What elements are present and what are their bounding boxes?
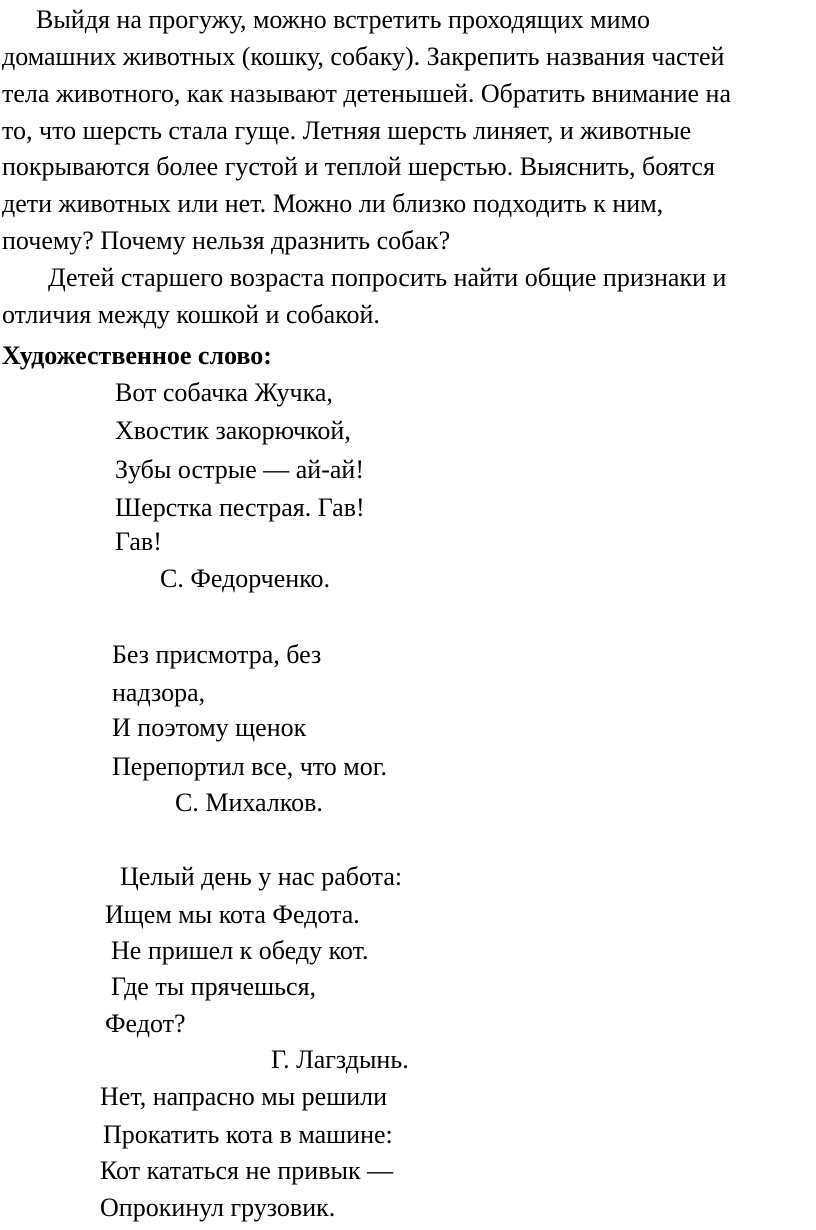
paragraph1-line: покрываются более густой и теплой шерстью. Выяснить, боятся [2, 152, 715, 181]
poem2-line: надзора, [112, 678, 206, 707]
poem1-line: Хвостик закорючкой, [115, 416, 351, 445]
poem1-line: Шерстка пестрая. Гав! [115, 493, 365, 522]
poem1-author: С. Федорченко. [160, 564, 331, 593]
poem4-line: Кот кататься не привык — [100, 1156, 394, 1185]
poem2-line: Перепортил все, что мог. [112, 752, 387, 781]
paragraph1-line: почему? Почему нельзя дразнить собак? [2, 226, 451, 255]
paragraph1-line: то, что шерсть стала гуще. Летняя шерсть линяет, и животные [2, 116, 692, 145]
poem1-line: Вот собачка Жучка, [115, 378, 333, 407]
poem1-line: Зубы острые — ай-ай! [115, 455, 364, 484]
paragraph1-line: тела животного, как называют детенышей. Обратить внимание на [2, 79, 732, 108]
paragraph2-line: отличия между кошкой и собакой. [2, 300, 380, 329]
poem4-line: Опрокинул грузовик. [100, 1193, 336, 1222]
section-heading: Художественное слово: [2, 341, 272, 370]
poem4-line: Нет, напрасно мы решили [100, 1082, 388, 1111]
poem3-line: Не пришел к обеду кот. [111, 936, 369, 965]
poem2-line: Без присмотра, без [112, 640, 322, 669]
poem2-author: С. Михалков. [175, 788, 323, 817]
poem4-line: Прокатить кота в машине: [103, 1120, 393, 1149]
poem3-line: Где ты прячешься, [111, 972, 317, 1001]
paragraph2-line: Детей старшего возраста попросить найти общие признаки и [48, 263, 727, 292]
poem3-line: Ищем мы кота Федота. [105, 900, 360, 929]
poem3-line: Федот? [105, 1009, 186, 1038]
poem1-line: Гав! [115, 527, 162, 556]
paragraph1-line: дети животных или нет. Можно ли близко подходить к ним, [2, 189, 664, 218]
poem3-author: Г. Лагздынь. [271, 1045, 409, 1074]
paragraph1-line: Выйдя на прогужу, можно встретить проходящих мимо [36, 5, 650, 34]
paragraph1-line: домашних животных (кошку, собаку). Закрепить названия частей [2, 42, 725, 71]
poem3-line: Целый день у нас работа: [120, 862, 403, 891]
poem2-line: И поэтому щенок [112, 713, 307, 742]
